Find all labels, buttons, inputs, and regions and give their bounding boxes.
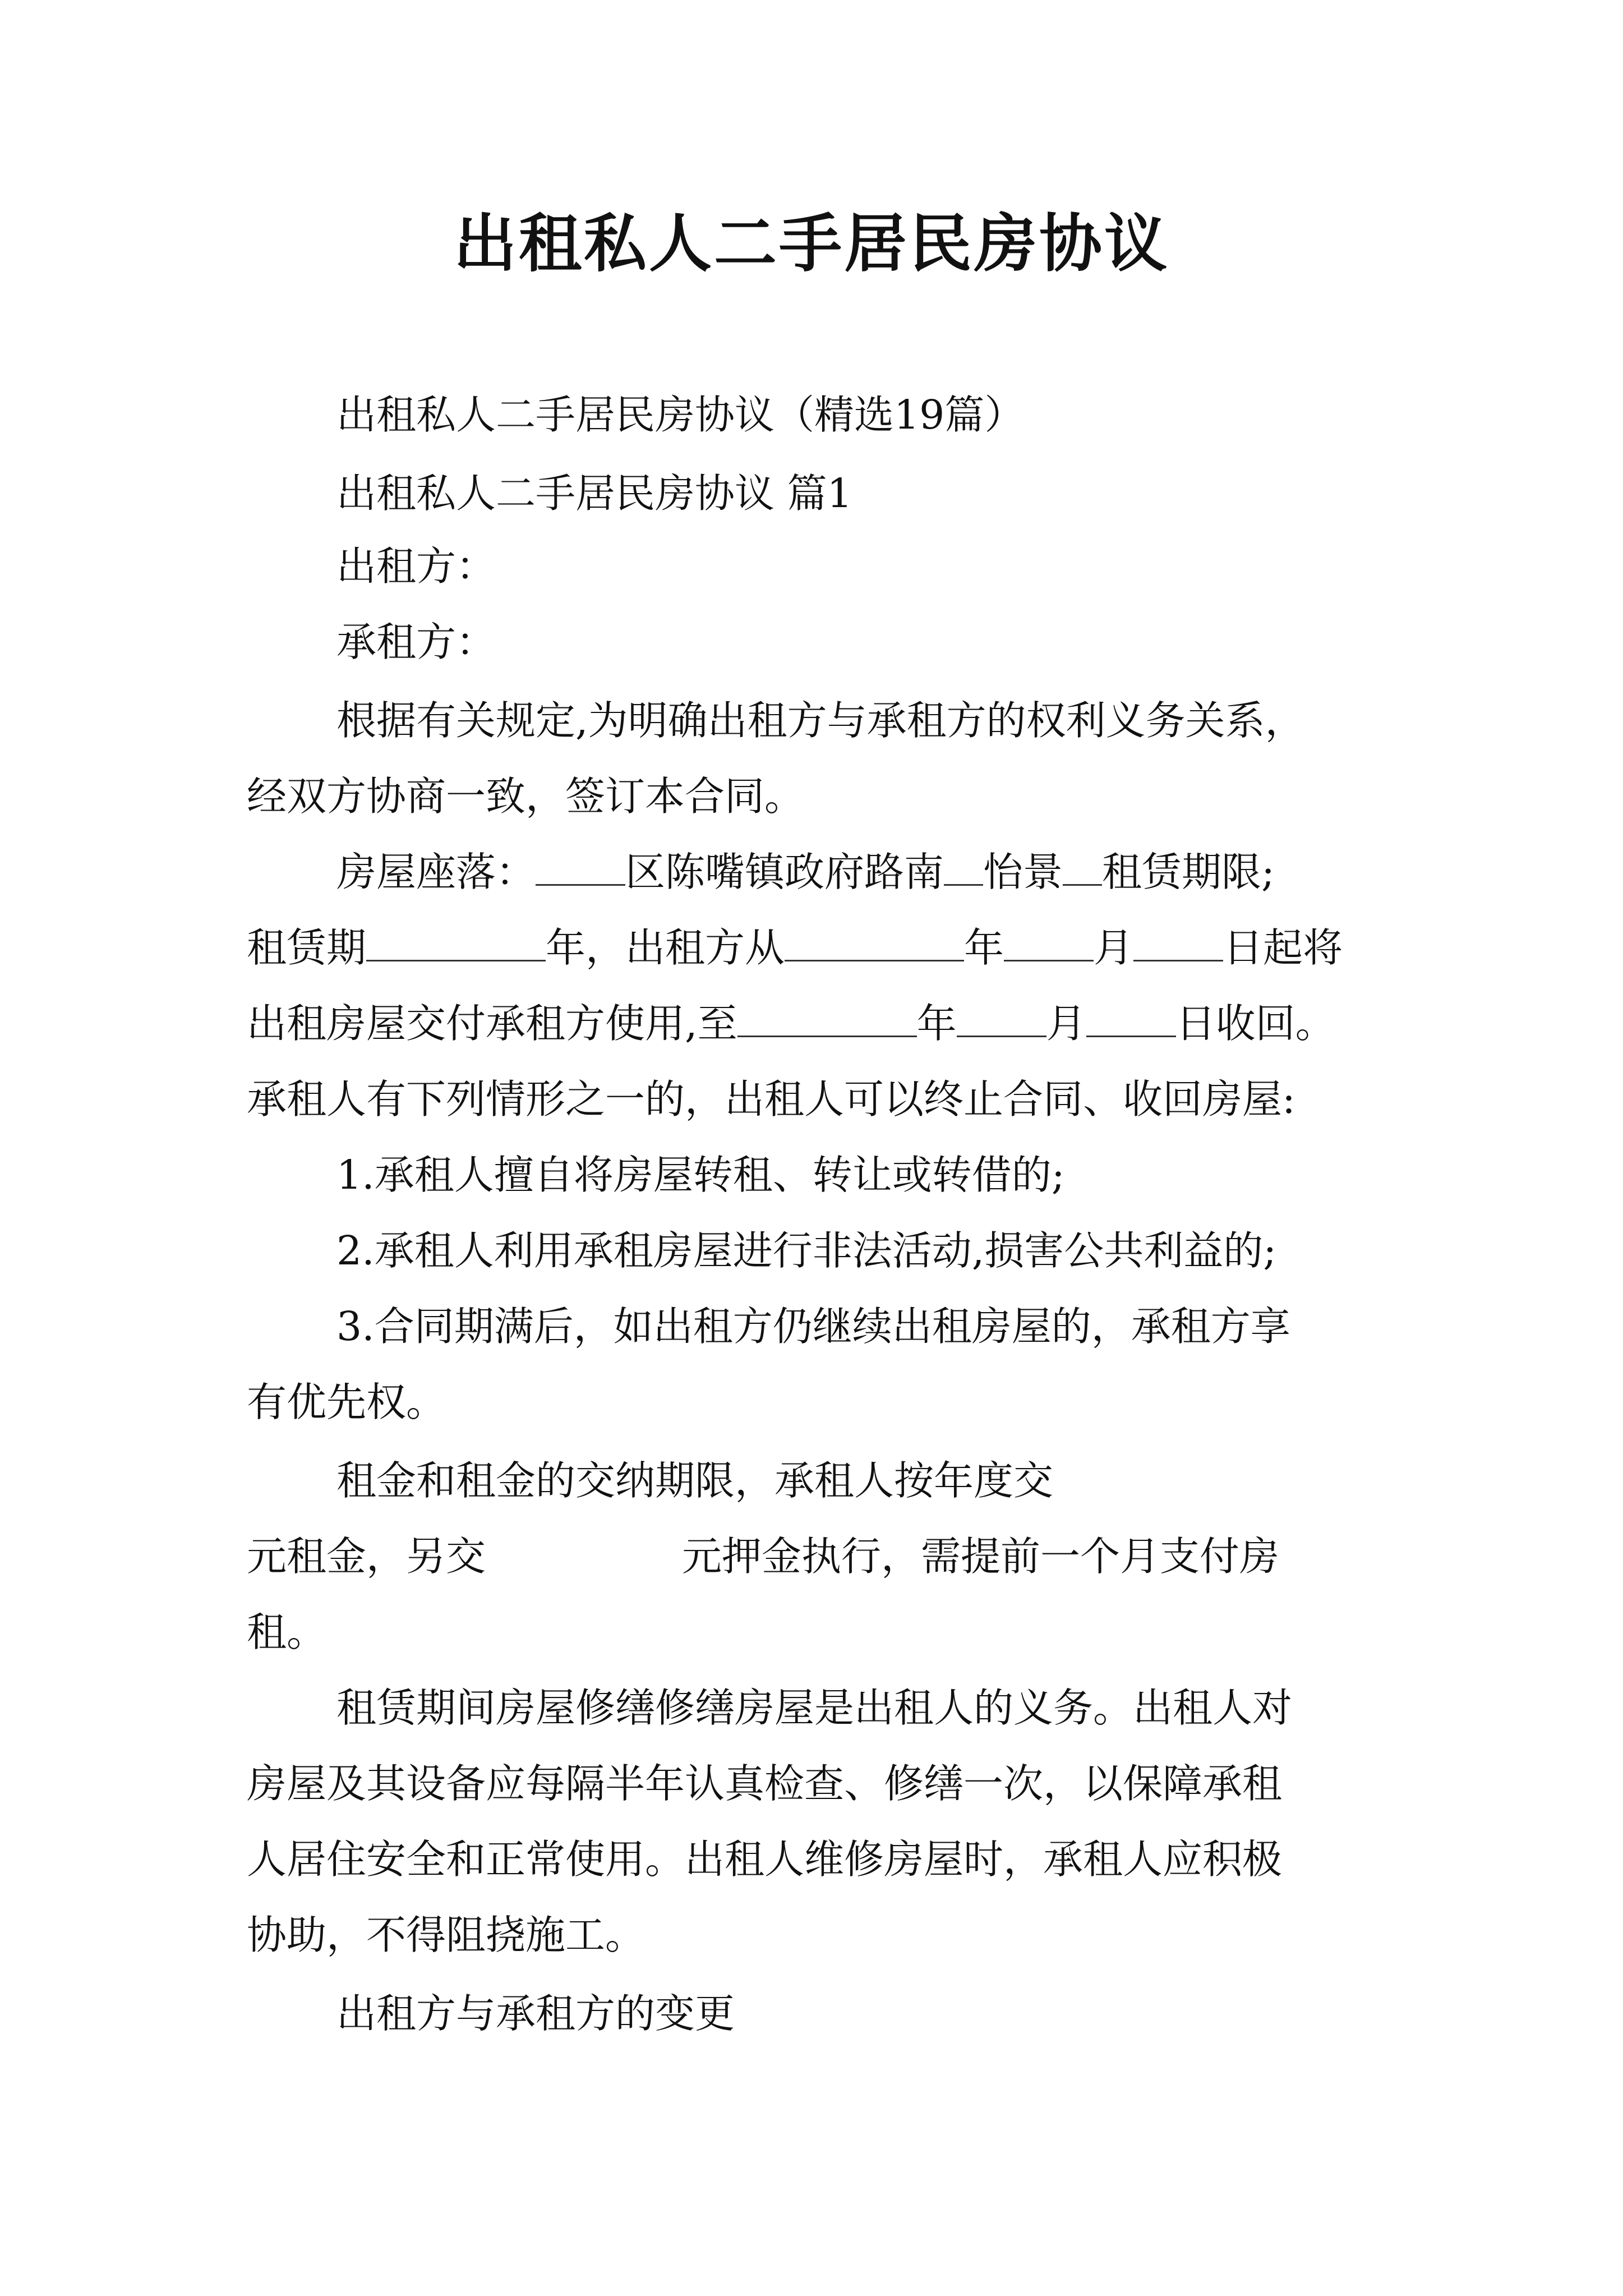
end-month-blank: [957, 996, 1046, 1037]
years-blank: [366, 921, 546, 961]
from-label: 年，出租方从: [546, 924, 785, 971]
location-line-1: [336, 844, 1396, 900]
month-label: 月: [1094, 924, 1134, 971]
start-month-blank: [1004, 921, 1094, 961]
change-heading: 出租方与承租方的变更: [336, 1990, 735, 2037]
section-heading: 出租私人二手居民房协议 篇1: [336, 470, 852, 517]
end-year-blank: [737, 996, 917, 1037]
lease-term-label: 租赁期限;: [1102, 849, 1275, 895]
intro-line-1: 根据有关规定,为明确出租方与承租方的权利义务关系，: [336, 697, 1305, 744]
list-item-2: 2.承租人利用承租房屋进行非法活动,损害公共利益的;: [336, 1227, 1277, 1274]
deposit-label: 元押金执行，需提前一个月支付房: [682, 1533, 1280, 1580]
location-estate: 怡景: [983, 849, 1063, 895]
rent-line-1: 租金和租金的交纳期限，承租人按年度交: [336, 1457, 1054, 1504]
repair-line-1: 租赁期间房屋修缮修缮房屋是出租人的义务。出租人对: [336, 1685, 1293, 1731]
start-year-blank: [785, 921, 964, 961]
intro-line-2: 经双方协商一致，签订本合同。: [247, 773, 805, 820]
road-blank: [944, 845, 983, 886]
rent-amount-label: 元租金，另交: [247, 1533, 486, 1580]
repair-line-4: 协助，不得阻挠施工。: [247, 1912, 645, 1958]
end-year-label: 年: [916, 1000, 957, 1047]
handover-label: 出租房屋交付承租方使用,至: [247, 1000, 737, 1047]
end-day-blank: [1086, 996, 1176, 1037]
location-line-2: [247, 920, 1396, 976]
location-label: 房屋座落：: [336, 849, 536, 895]
repair-line-2: 房屋及其设备应每隔半年认真检查、修缮一次，以保障承租: [247, 1760, 1283, 1807]
lessor-label: 出租方：: [336, 543, 496, 590]
list-item-3-cont: 有优先权。: [247, 1379, 446, 1425]
list-item-3: 3.合同期满后，如出租方仍继续出租房屋的，承租方享: [336, 1303, 1290, 1350]
subtitle: 出租私人二手居民房协议（精选19篇）: [336, 392, 1025, 438]
estate-blank: [1063, 845, 1102, 886]
termination-intro: 承租人有下列情形之一的，出租人可以终止合同、收回房屋:: [247, 1076, 1295, 1122]
start-day-blank: [1133, 921, 1223, 961]
end-day-label: 日收回。: [1175, 1000, 1335, 1047]
location-road: 区陈嘴镇政府路南: [625, 849, 944, 895]
lease-period-label: 租赁期: [247, 924, 367, 971]
end-month-label: 月: [1046, 1000, 1086, 1047]
document-title: 出租私人二手居民房协议: [454, 207, 1169, 280]
lessee-label: 承租方：: [336, 619, 496, 665]
rent-line-3: 租。: [247, 1609, 327, 1655]
district-blank: [536, 845, 625, 886]
repair-line-3: 人居住安全和正常使用。出租人维修房屋时，承租人应积极: [247, 1836, 1283, 1883]
rent-line-2: [247, 1529, 1396, 1585]
day-label: 日起将: [1223, 924, 1343, 971]
year-label: 年: [964, 924, 1004, 971]
list-item-1: 1.承租人擅自将房屋转租、转让或转借的;: [336, 1152, 1065, 1198]
location-line-3: [247, 996, 1396, 1052]
